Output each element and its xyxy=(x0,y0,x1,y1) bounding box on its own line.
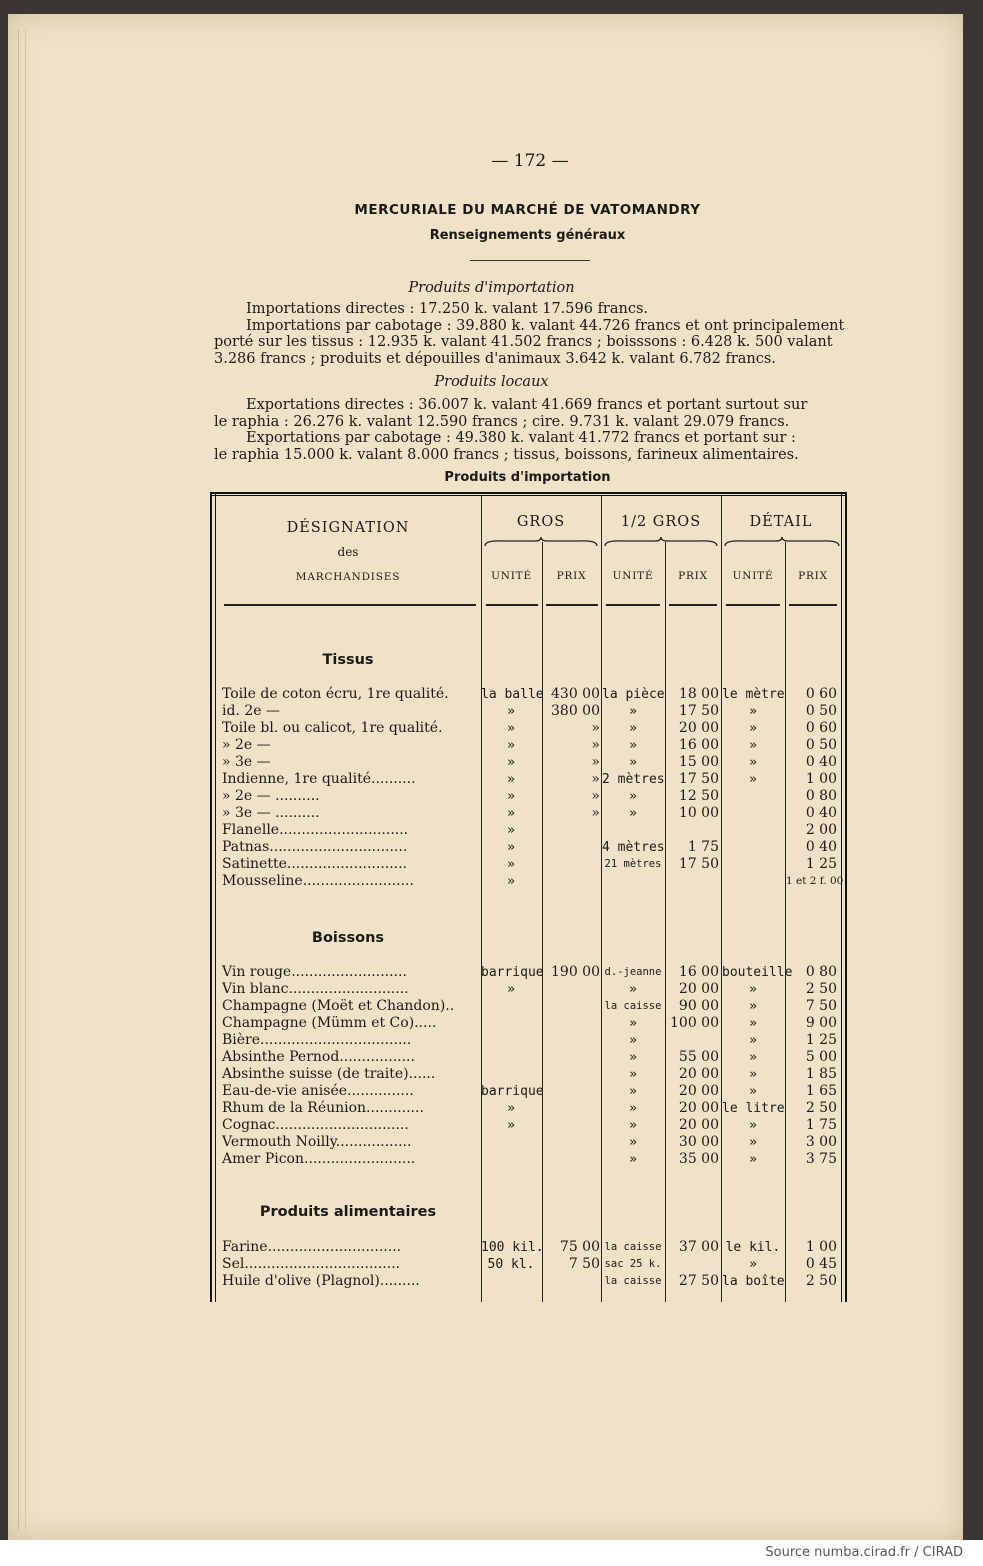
cell-detail-prix: 1 25 xyxy=(805,1032,837,1048)
cell-detail-unite: » xyxy=(749,1067,757,1082)
cell-gros-prix: » xyxy=(591,754,600,770)
cell-detail-unite: » xyxy=(749,1084,757,1099)
cell-gros-unite: 50 kl. xyxy=(487,1257,535,1272)
cell-designation: Vin rouge.......................... xyxy=(222,964,407,980)
cell-designation: » 2e — xyxy=(222,737,271,753)
cell-detail-prix: 1 00 xyxy=(805,1239,837,1255)
cell-demi-gros-unite: » xyxy=(629,1135,637,1150)
cell-gros-unite: barrique xyxy=(481,1084,544,1099)
cell-detail-prix: 1 75 xyxy=(805,1117,837,1133)
cell-designation: Eau-de-vie anisée............... xyxy=(222,1083,414,1099)
table-row xyxy=(210,1151,847,1168)
cell-detail-prix: 0 60 xyxy=(805,720,837,736)
column-divider xyxy=(665,542,666,1302)
cell-demi-gros-unite: » xyxy=(629,755,637,770)
table-row xyxy=(210,873,847,890)
table-row xyxy=(210,1049,847,1066)
column-divider xyxy=(481,496,482,1302)
cell-detail-unite: la boîte xyxy=(722,1274,785,1289)
cell-demi-gros-unite: » xyxy=(629,1050,637,1065)
cell-demi-gros-unite: » xyxy=(629,1067,637,1082)
header-prix: PRIX xyxy=(678,570,708,582)
cell-demi-gros-unite: » xyxy=(629,1152,637,1167)
header-rule xyxy=(224,604,476,606)
local-heading: Produits locaux xyxy=(434,374,549,390)
header-unite: UNITÉ xyxy=(491,570,532,582)
table-row xyxy=(210,1015,847,1032)
cell-gros-unite: barrique xyxy=(481,965,544,980)
cell-gros-unite: » xyxy=(507,789,515,804)
cell-detail-prix: 0 80 xyxy=(805,964,837,980)
cell-demi-gros-prix: 17 50 xyxy=(678,856,719,872)
cell-designation: Vin blanc........................... xyxy=(222,981,409,997)
cell-gros-unite: » xyxy=(507,1101,515,1116)
cell-gros-unite: » xyxy=(507,823,515,838)
cell-gros-prix: 430 00 xyxy=(551,686,600,702)
cell-demi-gros-unite: » xyxy=(629,1016,637,1031)
cell-detail-unite: » xyxy=(749,721,757,736)
header-unite: UNITÉ xyxy=(732,570,774,582)
imports-heading: Produits d'importation xyxy=(408,280,575,296)
cell-demi-gros-unite: » xyxy=(629,1118,637,1133)
cell-demi-gros-prix: 20 00 xyxy=(678,1117,719,1133)
cell-detail-prix: 2 50 xyxy=(805,1100,837,1116)
cell-demi-gros-prix: 12 50 xyxy=(678,788,719,804)
cell-demi-gros-prix: 27 50 xyxy=(678,1273,719,1289)
cell-demi-gros-unite: d.-jeanne xyxy=(604,966,662,978)
cell-demi-gros-prix: 20 00 xyxy=(678,1083,719,1099)
cell-demi-gros-unite: » xyxy=(629,738,637,753)
text-line: Exportations directes : 36.007 k. valant 41.669 francs et portant surtout sur xyxy=(246,397,808,413)
cell-designation: Toile bl. ou calicot, 1re qualité. xyxy=(222,720,443,736)
cell-gros-prix: » xyxy=(591,720,600,736)
table-row xyxy=(210,1032,847,1049)
cell-gros-unite: la balle xyxy=(481,687,544,702)
price-table xyxy=(210,492,847,1306)
cell-designation: Cognac.............................. xyxy=(222,1117,409,1133)
table-row xyxy=(210,822,847,839)
table-row xyxy=(210,686,847,703)
cell-demi-gros-prix: 20 00 xyxy=(678,720,719,736)
cell-detail-prix: 7 50 xyxy=(805,998,837,1014)
cell-detail-unite: le mètre xyxy=(722,687,785,702)
table-row xyxy=(210,1083,847,1100)
cell-designation: Farine.............................. xyxy=(222,1239,402,1255)
table-row xyxy=(210,788,847,805)
table-row xyxy=(210,1117,847,1134)
column-divider xyxy=(601,496,602,1302)
cell-detail-unite: » xyxy=(749,1118,757,1133)
cell-designation: Amer Picon......................... xyxy=(222,1151,416,1167)
cell-demi-gros-prix: 20 00 xyxy=(678,1100,719,1116)
cell-designation: Patnas............................... xyxy=(222,839,408,855)
cell-detail-prix: 1 85 xyxy=(805,1066,837,1082)
table-title: Produits d'importation xyxy=(444,470,611,485)
cell-detail-unite: » xyxy=(749,1135,757,1150)
category-boissons: Boissons xyxy=(311,930,385,946)
cell-demi-gros-prix: 30 00 xyxy=(678,1134,719,1150)
table-row xyxy=(210,771,847,788)
cell-detail-prix: 0 60 xyxy=(805,686,837,702)
cell-detail-prix: 2 00 xyxy=(805,822,837,838)
text-line: le raphia : 26.276 k. valant 12.590 francs ; cire. 9.731 k. valant 29.079 francs. xyxy=(214,413,790,430)
cell-detail-prix: 0 40 xyxy=(805,839,837,855)
cell-demi-gros-prix: 15 00 xyxy=(678,754,719,770)
header-rule xyxy=(606,604,660,606)
cell-demi-gros-unite: » xyxy=(629,1033,637,1048)
cell-gros-unite: » xyxy=(507,772,515,787)
cell-designation: » 3e — .......... xyxy=(222,805,320,821)
page-title: MERCURIALE DU MARCHÉ DE VATOMANDRY xyxy=(354,202,701,218)
cell-gros-unite: » xyxy=(507,874,515,889)
header-rule xyxy=(726,604,780,606)
cell-detail-prix: 1 00 xyxy=(805,771,837,787)
cell-demi-gros-prix: 16 00 xyxy=(678,737,719,753)
cell-detail-prix: 1 et 2 f. 00 xyxy=(786,875,844,887)
cell-gros-unite: » xyxy=(507,721,515,736)
text-line: le raphia 15.000 k. valant 8.000 francs ; tissus, boissons, farineux alimentaires. xyxy=(214,446,799,463)
category-tissus: Tissus xyxy=(322,652,374,668)
title-divider xyxy=(470,260,590,261)
header-brace xyxy=(603,536,719,548)
cell-detail-unite: » xyxy=(749,1016,757,1031)
cell-gros-prix: » xyxy=(591,805,600,821)
cell-detail-prix: 0 50 xyxy=(805,703,837,719)
cell-detail-unite: » xyxy=(749,738,757,753)
cell-demi-gros-prix: 17 50 xyxy=(678,771,719,787)
cell-demi-gros-prix: 35 00 xyxy=(678,1151,719,1167)
header-rule xyxy=(669,604,717,606)
header-detail: DÉTAIL xyxy=(749,514,813,530)
cell-gros-unite: » xyxy=(507,806,515,821)
cell-demi-gros-prix: 18 00 xyxy=(678,686,719,702)
cell-demi-gros-unite: sac 25 k. xyxy=(604,1258,662,1270)
cell-gros-prix: » xyxy=(591,737,600,753)
cell-demi-gros-unite: 2 mètres xyxy=(602,772,665,787)
table-row xyxy=(210,856,847,873)
cell-detail-unite: » xyxy=(749,1050,757,1065)
cell-demi-gros-prix: 1 75 xyxy=(687,839,719,855)
cell-designation: Absinthe suisse (de traite)...... xyxy=(222,1066,436,1082)
cell-designation: Toile de coton écru, 1re qualité. xyxy=(222,686,449,702)
header-gros: GROS xyxy=(516,514,566,530)
text-line: Importations par cabotage : 39.880 k. valant 44.726 francs et ont principalement xyxy=(246,317,845,334)
cell-designation: Vermouth Noilly................. xyxy=(222,1134,412,1150)
header-prix: PRIX xyxy=(556,570,587,582)
cell-gros-unite: 100 kil. xyxy=(481,1240,544,1255)
cell-demi-gros-unite: 21 mètres xyxy=(604,858,662,870)
column-divider xyxy=(721,496,722,1302)
cell-detail-unite: » xyxy=(749,1033,757,1048)
table-row xyxy=(210,737,847,754)
page-number: — 172 — xyxy=(491,151,569,171)
text-line: Exportations par cabotage : 49.380 k. valant 41.772 francs et portant sur : xyxy=(246,430,796,446)
cell-demi-gros-prix: 20 00 xyxy=(678,1066,719,1082)
cell-detail-prix: 9 00 xyxy=(805,1015,837,1031)
table-row xyxy=(210,1100,847,1117)
cell-gros-unite: » xyxy=(507,982,515,997)
cell-gros-prix: 190 00 xyxy=(551,964,600,980)
table-row xyxy=(210,1239,847,1256)
table-row xyxy=(210,703,847,720)
cell-demi-gros-unite: » xyxy=(629,982,637,997)
imports-paragraph xyxy=(214,301,850,367)
cell-demi-gros-unite: la caisse xyxy=(604,1000,662,1012)
cell-designation: Satinette........................... xyxy=(222,856,408,872)
cell-detail-prix: 0 40 xyxy=(805,805,837,821)
table-row xyxy=(210,1256,847,1273)
table-row xyxy=(210,839,847,856)
cell-detail-prix: 5 00 xyxy=(805,1049,837,1065)
table-row xyxy=(210,981,847,998)
cell-detail-prix: 1 65 xyxy=(805,1083,837,1099)
cell-gros-unite: » xyxy=(507,704,515,719)
cell-detail-unite: » xyxy=(749,1152,757,1167)
cell-detail-prix: 1 25 xyxy=(805,856,837,872)
cell-detail-prix: 0 45 xyxy=(805,1256,837,1272)
text-line: porté sur les tissus : 12.935 k. valant 41.502 francs ; boisssons : 6.428 k. 500 valant xyxy=(214,334,833,350)
cell-demi-gros-prix: 20 00 xyxy=(678,981,719,997)
cell-gros-unite: » xyxy=(507,857,515,872)
page-subtitle: Renseignements généraux xyxy=(429,228,626,243)
cell-demi-gros-unite: » xyxy=(629,1084,637,1099)
cell-demi-gros-unite: la caisse xyxy=(604,1275,662,1287)
header-rule xyxy=(486,604,538,606)
cell-designation: id. 2e — xyxy=(222,703,280,719)
local-paragraph xyxy=(214,397,850,463)
cell-demi-gros-prix: 16 00 xyxy=(678,964,719,980)
cell-demi-gros-prix: 90 00 xyxy=(678,998,719,1014)
header-rule xyxy=(789,604,837,606)
page-stack-edge xyxy=(18,30,26,1530)
cell-gros-prix: 75 00 xyxy=(559,1239,600,1255)
header-rule xyxy=(546,604,598,606)
header-demi-gros: 1/2 GROS xyxy=(620,514,702,530)
cell-gros-unite: » xyxy=(507,1118,515,1133)
cell-gros-prix: 380 00 xyxy=(551,703,600,719)
cell-detail-prix: 0 80 xyxy=(805,788,837,804)
table-row xyxy=(210,805,847,822)
column-divider xyxy=(542,542,543,1302)
cell-designation: Bière.................................. xyxy=(222,1032,412,1048)
cell-detail-prix: 2 50 xyxy=(805,981,837,997)
header-unite: UNITÉ xyxy=(612,570,654,582)
cell-demi-gros-unite: » xyxy=(629,806,637,821)
source-credit: Source numba.cirad.fr / CIRAD xyxy=(765,1545,963,1560)
cell-demi-gros-prix: 17 50 xyxy=(678,703,719,719)
cell-detail-unite: » xyxy=(749,704,757,719)
cell-designation: Flanelle............................. xyxy=(222,822,409,838)
cell-designation: » 2e — .......... xyxy=(222,788,320,804)
header-brace xyxy=(723,536,841,548)
table-row xyxy=(210,998,847,1015)
table-row xyxy=(210,754,847,771)
cell-demi-gros-prix: 55 00 xyxy=(678,1049,719,1065)
cell-demi-gros-unite: 4 mètres xyxy=(602,840,665,855)
cell-detail-unite: bouteille xyxy=(722,965,793,980)
cell-demi-gros-unite: » xyxy=(629,1101,637,1116)
cell-designation: Indienne, 1re qualité.......... xyxy=(222,771,416,787)
header-prix: PRIX xyxy=(798,570,828,582)
cell-detail-prix: 3 75 xyxy=(805,1151,837,1167)
cell-demi-gros-unite: la pièce xyxy=(602,687,665,702)
table-row xyxy=(210,1066,847,1083)
table-row xyxy=(210,1273,847,1290)
cell-gros-prix: 7 50 xyxy=(568,1256,600,1272)
cell-detail-unite: » xyxy=(749,755,757,770)
table-frame-right xyxy=(841,492,847,1302)
cell-detail-unite: le litre xyxy=(722,1101,785,1116)
cell-demi-gros-prix: 10 00 xyxy=(678,805,719,821)
header-brace xyxy=(483,536,599,548)
text-line: 3.286 francs ; produits et dépouilles d'animaux 3.642 k. valant 6.782 francs. xyxy=(214,350,776,367)
cell-designation: Mousseline......................... xyxy=(222,873,414,889)
cell-detail-prix: 0 50 xyxy=(805,737,837,753)
cell-designation: Rhum de la Réunion............. xyxy=(222,1100,424,1116)
header-des: des xyxy=(337,545,359,559)
table-frame-top xyxy=(210,492,847,496)
cell-detail-prix: 2 50 xyxy=(805,1273,837,1289)
cell-designation: Champagne (Moët et Chandon).. xyxy=(222,998,455,1014)
cell-detail-unite: » xyxy=(749,982,757,997)
cell-detail-unite: » xyxy=(749,999,757,1014)
table-row xyxy=(210,1134,847,1151)
cell-designation: Huile d'olive (Plagnol)......... xyxy=(222,1273,420,1289)
text-line: Importations directes : 17.250 k. valant 17.596 francs. xyxy=(246,301,649,317)
header-designation: DÉSIGNATION xyxy=(286,520,410,536)
cell-gros-unite: » xyxy=(507,840,515,855)
cell-demi-gros-unite: » xyxy=(629,789,637,804)
cell-designation: Champagne (Mümm et Co)..... xyxy=(222,1015,437,1031)
cell-demi-gros-prix: 100 00 xyxy=(670,1015,719,1031)
header-marchandises: MARCHANDISES xyxy=(295,571,401,583)
table-row xyxy=(210,720,847,737)
cell-demi-gros-unite: » xyxy=(629,721,637,736)
cell-designation: Sel................................... xyxy=(222,1256,401,1272)
cell-demi-gros-prix: 37 00 xyxy=(678,1239,719,1255)
cell-demi-gros-unite: la caisse xyxy=(604,1241,662,1253)
cell-designation: » 3e — xyxy=(222,754,271,770)
cell-gros-prix: » xyxy=(591,788,600,804)
cell-gros-unite: » xyxy=(507,755,515,770)
cell-designation: Absinthe Pernod................. xyxy=(222,1049,415,1065)
table-row xyxy=(210,964,847,981)
cell-detail-prix: 3 00 xyxy=(805,1134,837,1150)
cell-detail-prix: 0 40 xyxy=(805,754,837,770)
cell-detail-unite: » xyxy=(749,1257,757,1272)
column-divider xyxy=(785,542,786,1302)
cell-detail-unite: le kil. xyxy=(725,1240,781,1255)
cell-demi-gros-unite: » xyxy=(629,704,637,719)
cell-detail-unite: » xyxy=(749,772,757,787)
cell-gros-prix: » xyxy=(591,771,600,787)
table-frame-left xyxy=(210,492,216,1302)
category-produits-alimentaires: Produits alimentaires xyxy=(259,1204,437,1220)
cell-gros-unite: » xyxy=(507,738,515,753)
